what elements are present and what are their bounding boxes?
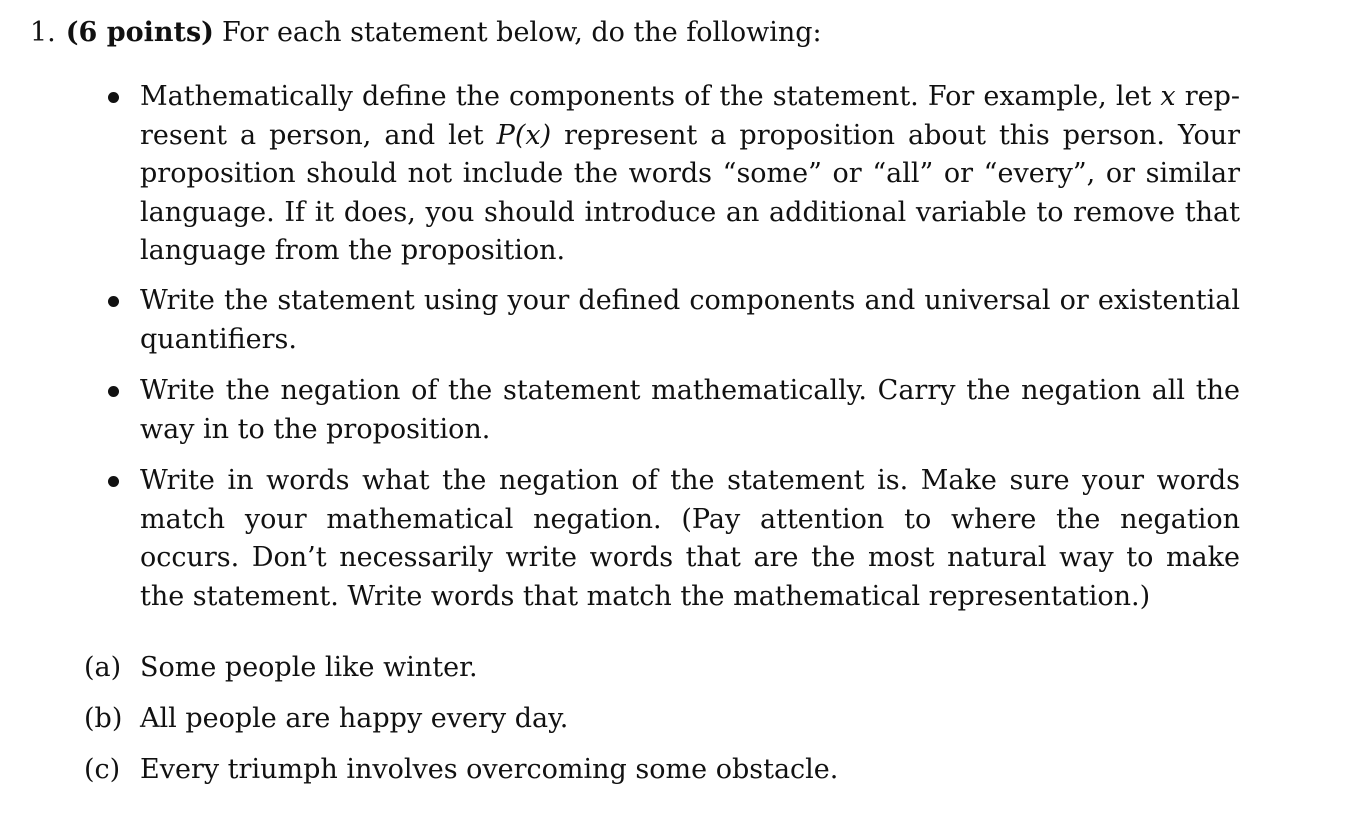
bullet-icon (108, 92, 119, 103)
bullet-text: Write the statement using your defined components and universal or existential quantifiers. (140, 285, 1240, 355)
bullet-icon (108, 296, 119, 307)
problem-header (30, 14, 822, 52)
part-label: (a) (84, 652, 122, 683)
math-variable-x: x (1160, 81, 1176, 112)
part-a (84, 649, 478, 687)
bullet-icon (108, 386, 119, 397)
part-text: Some people like winter. (140, 652, 478, 683)
part-text: Every triumph involves overcoming some obstacle. (140, 754, 839, 785)
problem-instruction: For each statement below, do the following: (221, 17, 822, 48)
bullet-text: Write the negation of the statement mathematically. Carry the negation all the way in to the proposition. (140, 375, 1240, 445)
bullet-text: represent a proposition about this person. Your proposition should not include the words “some” or “all” or “every”, or similar language. If it does, you should introduce an additional variable to remove that language from the proposition. (140, 119, 1240, 266)
part-label: (b) (84, 703, 123, 734)
problem-number: 1. (30, 17, 56, 48)
bullet-icon (108, 476, 119, 487)
bullet-item-write-negation (140, 372, 1240, 449)
part-label: (c) (84, 754, 121, 785)
math-proposition-px: P(x) (496, 119, 552, 151)
part-c (84, 751, 838, 789)
bullet-text: Write in words what the negation of the statement is. Make sure your words match your mathematical negation. (Pay attention to where the negation occurs. Don’t necessarily write words that are the most natural way to make the statement. Write words that match the mathematical representation.) (140, 465, 1240, 612)
bullet-item-write-statement (140, 282, 1240, 359)
bullet-text: Mathematically define the components of the statement. For example, let (140, 81, 1161, 112)
part-b (84, 700, 568, 738)
problem-points: (6 points) (65, 17, 214, 48)
bullet-text: rep-resent a person, and let (140, 81, 1241, 151)
bullet-item-define-components (140, 78, 1240, 271)
bullet-item-words-negation (140, 462, 1240, 616)
part-text: All people are happy every day. (140, 703, 569, 734)
